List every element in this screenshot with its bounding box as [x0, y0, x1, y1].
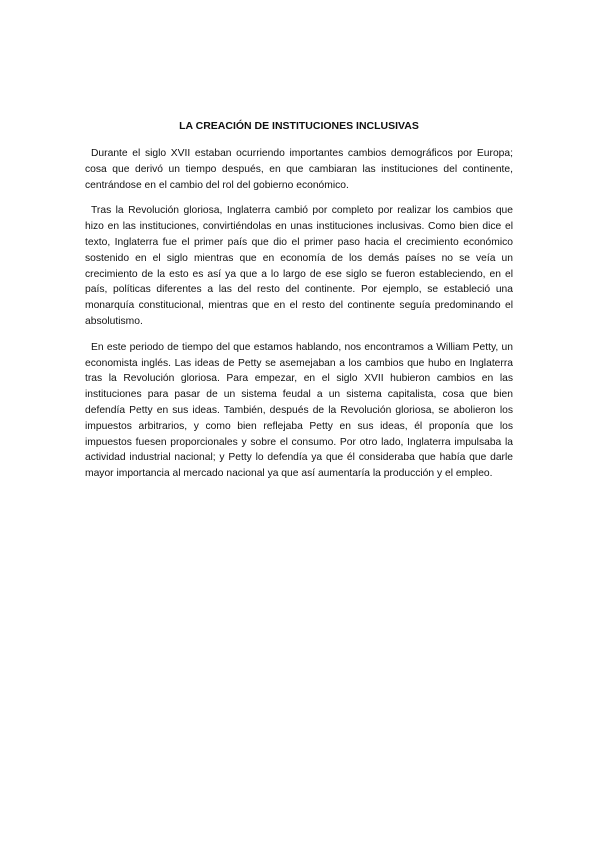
- paragraph-1: Durante el siglo XVII estaban ocurriendo importantes cambios demográficos por Europa; cosa que derivó un tiempo después, en que cambiaran las instituciones del continente, centrándose en el cambio del rol del gobierno económico.: [85, 148, 513, 191]
- paragraph-2: Tras la Revolución gloriosa, Inglaterra cambió por completo por realizar los cambios que hizo en las instituciones, convirtiéndolas en unas instituciones inclusivas. Como bien dice el texto, Inglaterra fue el primer país que dio el primer paso hacia el crecimiento económico sostenido en el siglo mientras que en economía de los demás países no se veía un crecimiento de la esto es así ya que a lo largo de ese siglo se fueron estableciendo, en el país, políticas diferentes a las del resto del continente. Por ejemplo, se estableció una monarquía constitucional, mientras que en el resto del continente seguía predominando el absolutismo.: [85, 205, 513, 327]
- document-page: [85, 120, 513, 492]
- document-title: LA CREACIÓN DE INSTITUCIONES INCLUSIVAS: [179, 120, 419, 132]
- paragraph-3: En este periodo de tiempo del que estamos hablando, nos encontramos a William Petty, un economista inglés. Las ideas de Petty se asemejaban a los cambios que hubo en Inglaterra tras la Revolución gloriosa. Para empezar, en el siglo XVII hubieron cambios en las instituciones para pasar de un sistema feudal a un sistema capitalista, cosa que bien defendía Petty en sus ideas. También, después de la Revolución gloriosa, se abolieron los impuestos arbitrarios, y como bien reflejaba Petty en sus ideas, él proponía que los impuestos fuesen proporcionales y sobre el consumo. Por otro lado, Inglaterra impulsaba la actividad industrial nacional; y Petty lo defendía ya que él consideraba que había que darle mayor importancia al mercado nacional ya que así aumentaría la producción y el empleo.: [85, 341, 513, 480]
